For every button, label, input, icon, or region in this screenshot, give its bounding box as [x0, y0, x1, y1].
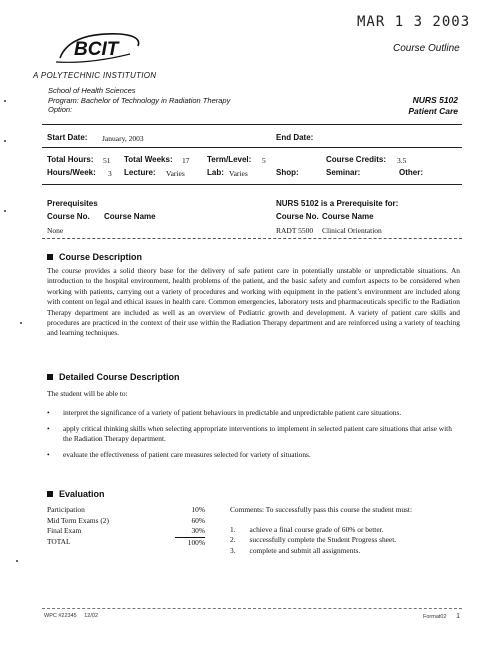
scan-speck [4, 140, 6, 142]
logo-lettering: BCIT [74, 39, 119, 60]
shop-label: Shop: [276, 168, 299, 177]
requirement-item: 2. successfully complete the Student Progress sheet. [230, 535, 397, 544]
total-hours-label: Total Hours: [47, 155, 94, 164]
start-date-value: January, 2003 [102, 134, 144, 143]
hours-week-value: 3 [108, 169, 112, 178]
course-description-heading [47, 252, 142, 262]
course-code-block [408, 95, 458, 117]
lab-label: Lab: [207, 168, 224, 177]
footer-left [44, 613, 98, 619]
evaluation-table [47, 505, 205, 548]
evaluation-percent: 30% [175, 526, 205, 537]
evaluation-item: Mid Term Exams (2) [47, 515, 109, 525]
prereq-course-no-header: Course No. [47, 212, 90, 221]
prerequisites-heading: Prerequisites [47, 199, 98, 208]
requirement-text: successfully complete the Student Progress sheet. [249, 535, 397, 544]
lecture-label: Lecture: [124, 168, 156, 177]
course-code: NURS 5102 [412, 95, 458, 105]
hours-week-label: Hours/Week: [47, 168, 96, 177]
header-divider [42, 124, 462, 125]
info-divider [42, 147, 462, 148]
footer-date: 12/02 [84, 613, 99, 619]
objective-text: evaluate the effectiveness of patient care measures selected for variety of situations. [63, 450, 311, 459]
section-bullet-icon [47, 374, 53, 380]
detailed-intro: The student will be able to: [47, 389, 128, 398]
institution-tagline: A POLYTECHNIC INSTITUTION [33, 71, 157, 80]
scan-speck [4, 100, 6, 102]
scan-speck [20, 322, 22, 324]
section-bullet-icon [47, 491, 53, 497]
total-weeks-value: 17 [182, 156, 190, 165]
lecture-value: Varies [166, 169, 185, 178]
objective-item: • apply critical thinking skills when selecting appropriate interventions to implement in selected patient care situations that arise with the Radiation Therapy department. [47, 424, 460, 444]
term-level-label: Term/Level: [207, 155, 252, 164]
evaluation-title: Evaluation [59, 489, 105, 499]
requirement-item: 3. complete and submit all assignments. [230, 545, 361, 555]
prereq-for-course-name-header: Course Name [322, 212, 374, 221]
course-description-text: The course provides a solid theory base for the delivery of safe patient care in potentially unstable or unpredictable situations. An introduction to the hospital environment, health problems of the patient, and the basic safety and comfort aspects to be considered when working with patients, carrying out a variety of procedures and working with equipment in the patient’s environment are included along with content on legal and ethical issues in health care. Common emergencies, laboratory tests and pharmaceuticals specific to the Radiation Therapy department are included as well as an overview of Pediatric growth and development. A variety of patient care skills and procedures are practiced in the context of their use within the Radiation Therapy department and are reinforced using a variety of teaching and learning techniques. [47, 266, 460, 338]
bcit-logo [50, 28, 150, 68]
section-bullet-icon [47, 254, 53, 260]
objective-item: • evaluate the effectiveness of patient care measures selected for variety of situations. [47, 450, 311, 459]
evaluation-comments [230, 505, 465, 556]
other-label: Other: [399, 168, 423, 177]
evaluation-row [47, 516, 205, 527]
info-bottom-divider [42, 184, 462, 185]
school-info [48, 86, 230, 115]
prereq-value: None [47, 226, 64, 235]
prerequisite-for-heading: NURS 5102 is a Prerequisite for: [276, 199, 399, 208]
comments-text: Comments: To successfully pass this course the student must: [230, 505, 413, 514]
prereq-divider [42, 238, 462, 239]
option-label: Option: [48, 105, 73, 114]
course-title: Patient Care [408, 106, 458, 116]
evaluation-heading [47, 489, 105, 499]
course-credits-value: 3.5 [397, 156, 407, 165]
evaluation-item: Participation [47, 505, 85, 514]
evaluation-row [47, 505, 205, 516]
detailed-description-body [47, 389, 460, 466]
prereq-course-name-header: Course Name [104, 212, 156, 221]
objective-text: interpret the significance of a variety of patient behaviours in predictable and unpredictable patient care situations. [63, 408, 402, 417]
scan-speck [16, 560, 18, 562]
prereq-for-course-code: RADT 5500 [276, 226, 314, 235]
requirement-text: achieve a final course grade of 60% or better. [249, 524, 384, 534]
evaluation-percent: 60% [191, 515, 205, 525]
school-name: School of Health Sciences [48, 86, 136, 95]
program-name: Program: Bachelor of Technology in Radiation Therapy [48, 95, 231, 105]
prereq-for-course-no-header: Course No. [276, 212, 319, 221]
term-level-value: 5 [262, 156, 266, 165]
scan-speck [4, 210, 6, 212]
requirement-text: complete and submit all assignments. [249, 545, 361, 555]
received-date-stamp: MAR 1 3 2003 [357, 14, 471, 30]
evaluation-row [47, 526, 205, 537]
footer-format: Format02 [423, 614, 447, 620]
objective-text: apply critical thinking skills when selecting appropriate interventions to implement in selected patient care situations that arise with the Radiation Therapy department. [63, 424, 452, 443]
evaluation-item: Final Exam [47, 526, 82, 536]
detailed-description-title: Detailed Course Description [59, 372, 180, 382]
end-date-label: End Date: [276, 133, 314, 142]
start-date-label: Start Date: [47, 133, 88, 142]
total-weeks-label: Total Weeks: [124, 155, 173, 164]
document-type: Course Outline [393, 43, 460, 54]
evaluation-percent: 10% [191, 505, 205, 514]
detailed-description-heading [47, 372, 180, 382]
total-hours-value: 51 [103, 156, 111, 165]
evaluation-row [47, 537, 205, 548]
requirement-item: 1. achieve a final course grade of 60% or better. [230, 524, 384, 534]
objective-item: • interpret the significance of a variety of patient behaviours in predictable and unpredictable patient care situations. [47, 408, 402, 417]
footer-divider [42, 608, 462, 609]
prereq-for-course-name: Clinical Orientation [322, 226, 382, 235]
footer-doc-id: WPC #22345 [44, 613, 77, 619]
evaluation-item: TOTAL [47, 537, 71, 547]
footer-right [423, 613, 460, 620]
seminar-label: Seminar: [326, 168, 361, 177]
lab-value: Varies [229, 169, 248, 178]
page-number: 1 [456, 613, 460, 620]
course-description-title: Course Description [59, 252, 143, 262]
course-credits-label: Course Credits: [326, 155, 387, 164]
evaluation-percent: 100% [187, 537, 205, 547]
